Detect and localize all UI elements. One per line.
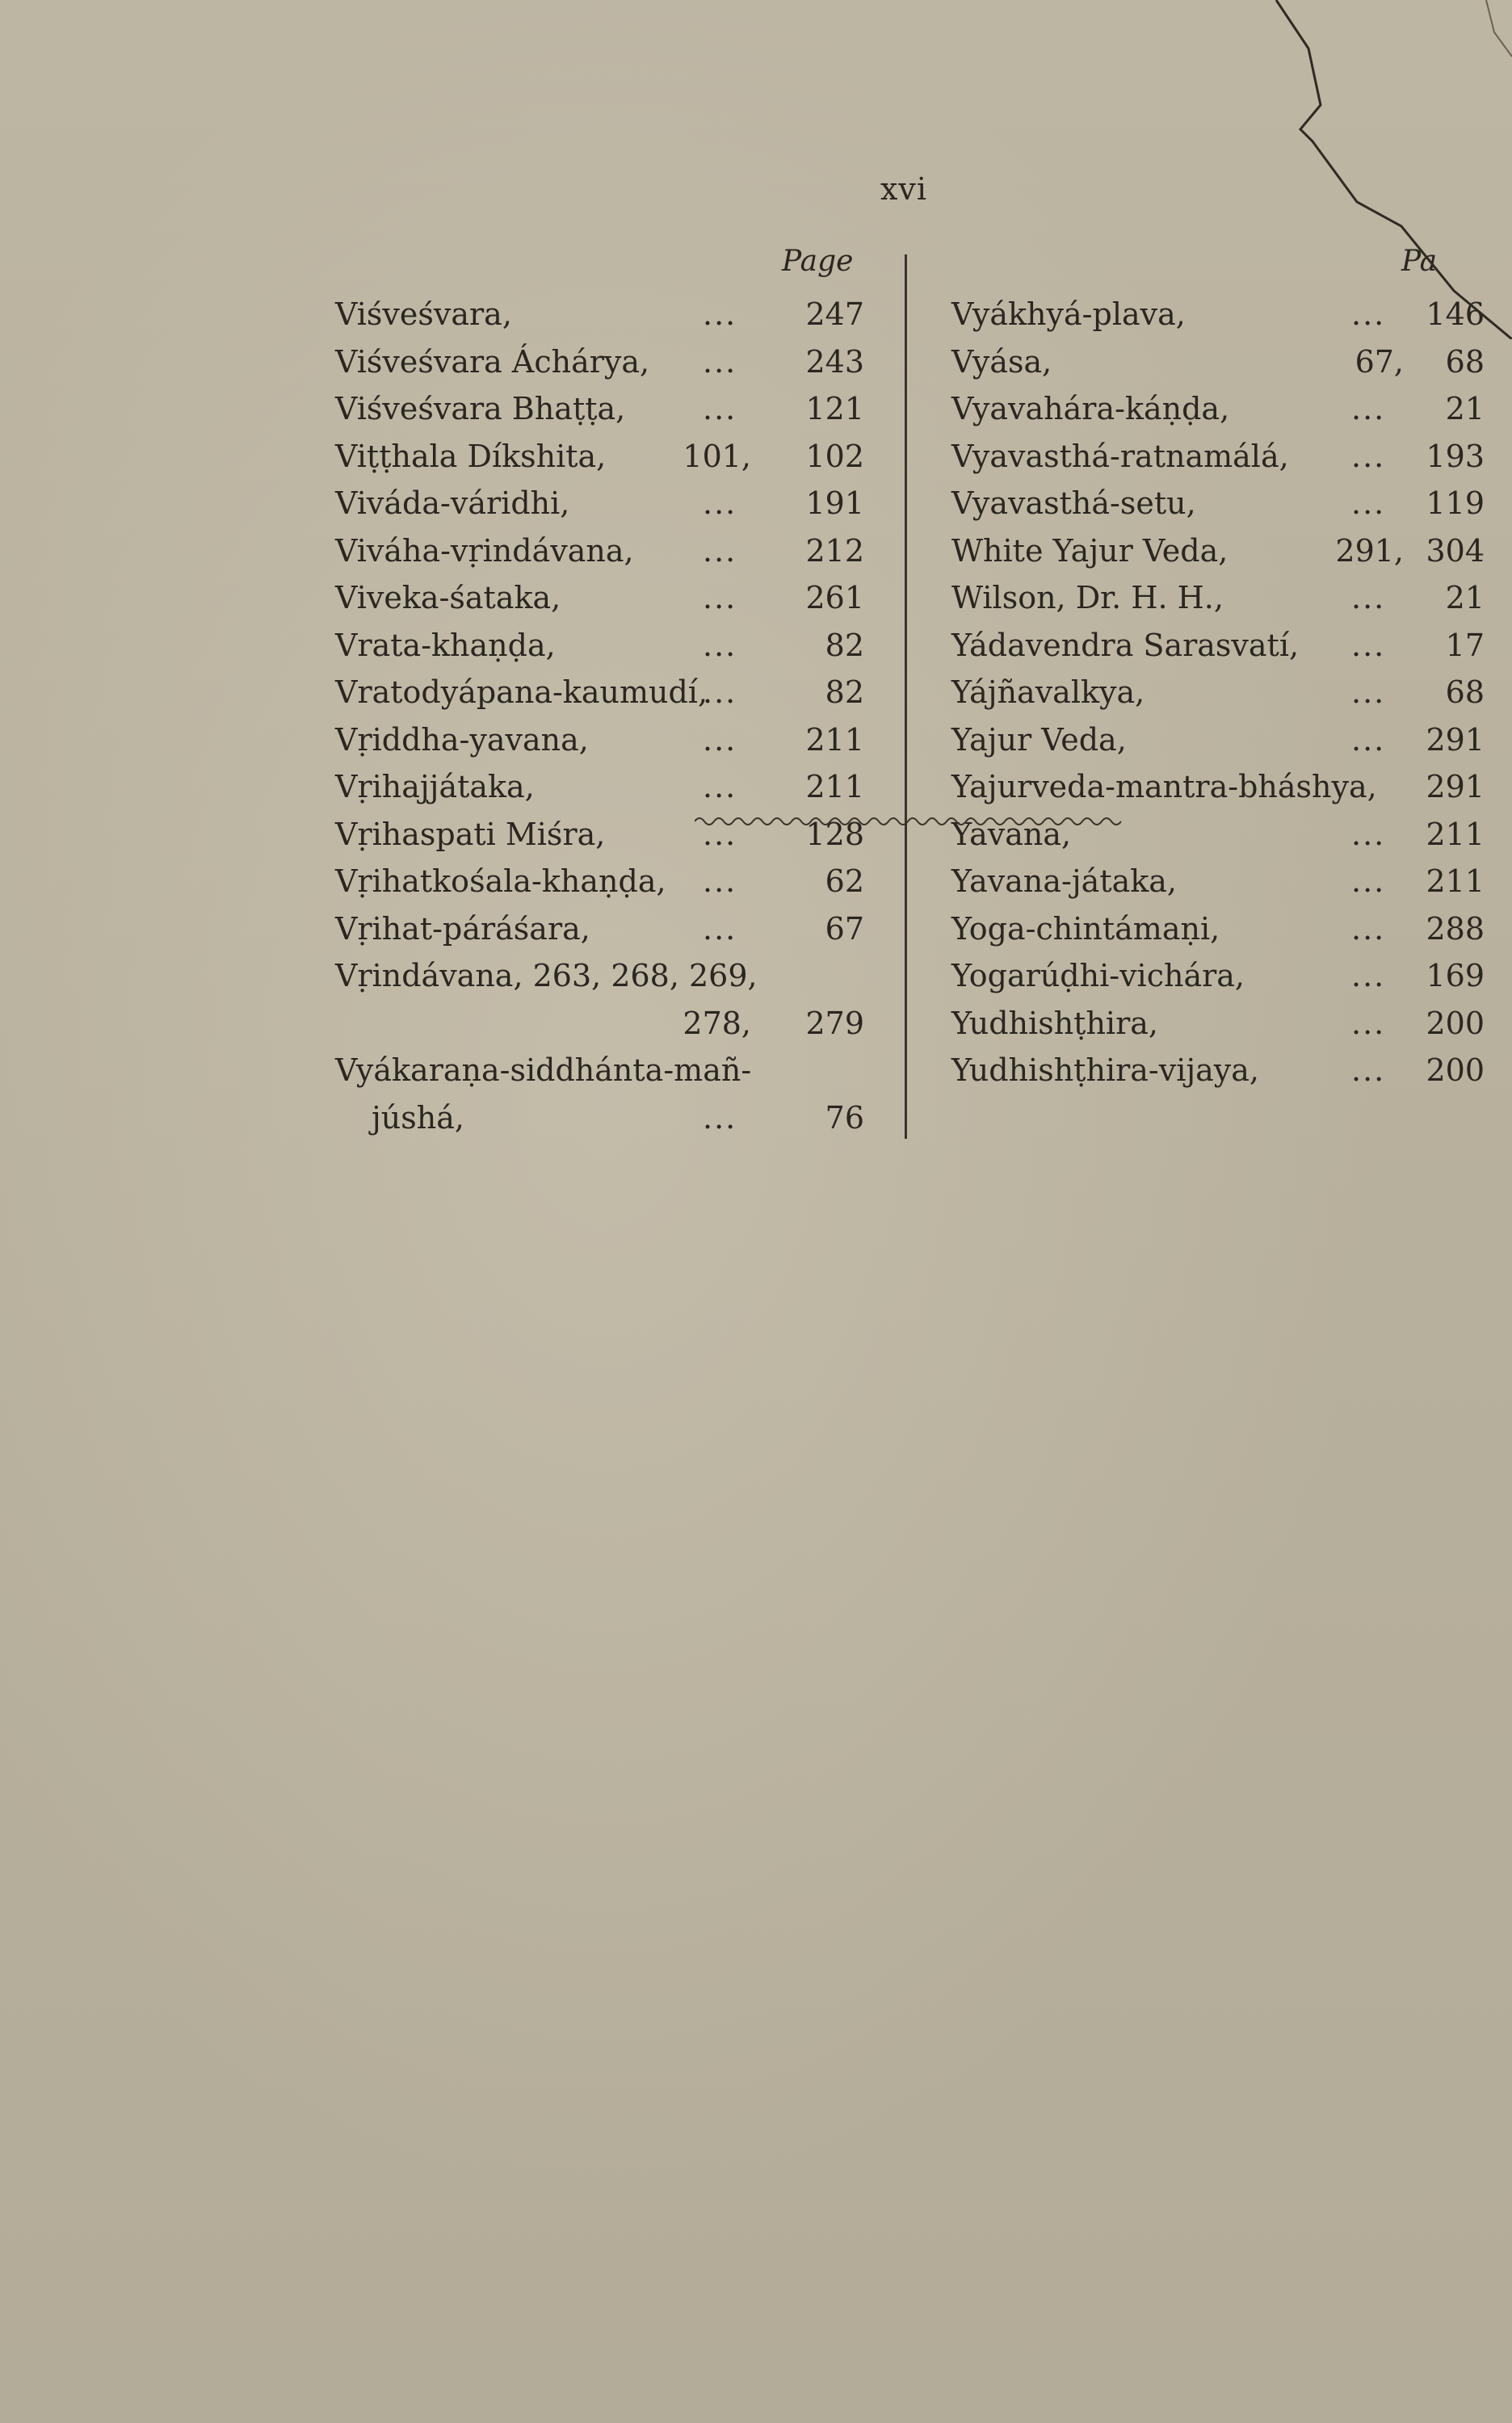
entry-leader-dots: ... — [1351, 721, 1386, 758]
entry-name: Yavana-játaka, — [951, 863, 1178, 899]
entry-name: Yajur Veda, — [951, 721, 1127, 758]
entry-name: Vyavasthá-setu, — [951, 485, 1196, 521]
entry-name: Viśveśvara Áchárya, — [335, 343, 650, 380]
entry-name: White Yajur Veda, — [951, 532, 1228, 569]
entry-page-number: 212 — [805, 532, 864, 569]
entry-leader-dots: ... — [703, 343, 737, 380]
entry-name: Yádavendra Sarasvatí, — [951, 627, 1300, 663]
index-entry — [335, 480, 864, 527]
entry-leader-dots: ... — [1351, 910, 1386, 947]
entry-leader-dots: ... — [703, 627, 737, 663]
entry-name: Yogarúḍhi-vichára, — [951, 958, 1245, 993]
entry-page-number: 17 — [1445, 627, 1485, 663]
entry-name: Vṛihaspati Miśra, — [335, 816, 606, 852]
entry-page-number: 288 — [1426, 910, 1485, 947]
entry-leader-dots: ... — [1351, 485, 1386, 521]
index-entry — [335, 433, 864, 481]
entry-page-number: 200 — [1426, 1052, 1485, 1088]
entry-name: Vyavasthá-ratnamálá, — [951, 438, 1289, 474]
entry-name: Vyavahára-káṇḍa, — [951, 391, 1230, 426]
entry-leader-dots: ... — [1351, 958, 1386, 993]
entry-name: Wilson, Dr. H. H., — [951, 580, 1224, 615]
entry-leader-dots: ... — [703, 769, 737, 804]
entry-name: Vratodyápana-kaumudí, — [335, 674, 708, 710]
entry-name: Vṛihat-páráśara, — [335, 910, 590, 947]
entry-name: Yavana, — [951, 816, 1072, 852]
entry-page-number: 82 — [825, 627, 864, 663]
index-entry — [951, 433, 1485, 481]
entry-leader-dots: ... — [703, 721, 737, 758]
index-entry — [335, 952, 864, 1000]
index-entry — [951, 905, 1485, 953]
entry-extra-page: 67, — [1354, 343, 1404, 380]
entry-page-number: 68 — [1445, 343, 1485, 380]
entry-leader-dots: ... — [703, 532, 737, 569]
index-entry — [951, 669, 1485, 716]
index-column-right — [951, 291, 1485, 1094]
index-entry — [335, 1000, 864, 1048]
entry-name: Yoga-chintámaṇi, — [951, 910, 1220, 947]
entry-page-number: 243 — [805, 343, 864, 380]
entry-name: Viśveśvara Bhaṭṭa, — [335, 391, 626, 426]
entry-name: Viśveśvara, — [335, 296, 512, 332]
index-entry — [951, 952, 1485, 1000]
entry-name: Vyákhyá-plava, — [951, 296, 1186, 332]
entry-page-number: 169 — [1426, 958, 1485, 993]
entry-extra-page: 278, — [682, 1005, 751, 1041]
index-column-left — [335, 291, 864, 1141]
index-entry — [335, 291, 864, 338]
entry-name: Yájñavalkya, — [951, 674, 1145, 710]
entry-page-number: 211 — [1426, 816, 1485, 852]
page-number: xvi — [880, 171, 928, 207]
index-entry — [951, 1000, 1485, 1048]
entry-leader-dots: ... — [1351, 438, 1386, 474]
entry-page-number: 211 — [805, 769, 864, 804]
entry-page-number: 211 — [1426, 863, 1485, 899]
entry-page-number: 67 — [825, 910, 864, 947]
entry-page-number: 279 — [805, 1005, 864, 1041]
index-entry — [335, 905, 864, 953]
entry-page-number: 21 — [1445, 580, 1485, 615]
entry-name: Viváha-vṛindávana, — [335, 532, 634, 569]
entry-name: Vṛindávana, 263, 268, 269, — [335, 958, 758, 993]
index-entry — [951, 622, 1485, 670]
entry-leader-dots: ... — [703, 910, 737, 947]
entry-name: Yudhishṭhira, — [951, 1005, 1158, 1041]
entry-page-number: 21 — [1445, 391, 1485, 426]
entry-page-number: 291 — [1426, 769, 1485, 804]
index-entry — [951, 527, 1485, 575]
entry-name: Vyása, — [951, 343, 1052, 380]
entry-leader-dots: ... — [703, 1099, 737, 1136]
entry-leader-dots: ... — [1351, 627, 1386, 663]
index-entry — [335, 716, 864, 764]
entry-page-number: 121 — [805, 391, 864, 426]
entry-leader-dots: ... — [703, 580, 737, 615]
index-entry — [335, 385, 864, 433]
entry-page-number: 119 — [1426, 485, 1485, 521]
left-column-page-header: Page — [782, 245, 854, 278]
entry-name: júshá, — [372, 1099, 464, 1136]
entry-leader-dots: ... — [703, 296, 737, 332]
entry-leader-dots: ... — [703, 863, 737, 899]
entry-leader-dots: ... — [1351, 580, 1386, 615]
index-entry — [335, 338, 864, 386]
entry-leader-dots: ... — [1351, 674, 1386, 710]
entry-leader-dots: ... — [703, 816, 737, 852]
index-entry — [335, 858, 864, 905]
index-entry — [951, 716, 1485, 764]
entry-page-number: 62 — [825, 863, 864, 899]
entry-page-number: 304 — [1426, 532, 1485, 569]
entry-name: Vṛihatkośala-khaṇḍa, — [335, 863, 666, 899]
entry-name: Vṛiddha-yavana, — [335, 721, 589, 758]
entry-name: Viveka-śataka, — [335, 580, 561, 615]
entry-page-number: 68 — [1445, 674, 1485, 710]
entry-page-number: 82 — [825, 674, 864, 710]
entry-leader-dots: ... — [1351, 1005, 1386, 1041]
torn-corner-decoration — [1244, 0, 1512, 339]
index-entry — [951, 480, 1485, 527]
index-entry — [951, 385, 1485, 433]
index-entry — [335, 1094, 864, 1142]
entry-name: Viṭṭhala Díkshita, — [335, 438, 607, 474]
entry-leader-dots: ... — [703, 674, 737, 710]
index-entry — [951, 763, 1485, 811]
entry-page-number: 261 — [805, 580, 864, 615]
index-entry — [335, 574, 864, 622]
index-entry — [951, 574, 1485, 622]
index-entry — [335, 527, 864, 575]
entry-name: Vyákaraṇa-siddhánta-mañ- — [335, 1052, 752, 1088]
entry-name: Yudhishṭhira-vijaya, — [951, 1052, 1260, 1088]
wavy-ornament-rule — [695, 812, 1123, 828]
entry-page-number: 128 — [805, 816, 864, 852]
index-entry — [951, 858, 1485, 905]
entry-page-number: 200 — [1426, 1005, 1485, 1041]
column-divider — [905, 254, 907, 1139]
entry-extra-page: 291, — [1335, 532, 1404, 569]
entry-leader-dots: ... — [1351, 863, 1386, 899]
index-entry — [335, 763, 864, 811]
entry-name: Viváda-váridhi, — [335, 485, 570, 521]
index-entry — [335, 622, 864, 670]
entry-page-number: 291 — [1426, 721, 1485, 758]
index-entry — [335, 669, 864, 716]
right-column-page-header: Pa — [1401, 245, 1438, 278]
entry-page-number: 211 — [805, 721, 864, 758]
index-entry — [951, 338, 1485, 386]
entry-name: Vṛihajjátaka, — [335, 769, 535, 804]
entry-page-number: 247 — [805, 296, 864, 332]
entry-extra-page: 101, — [682, 438, 751, 474]
entry-name: Yajurveda-mantra-bháshya, — [951, 769, 1377, 804]
entry-leader-dots: ... — [1351, 296, 1386, 332]
entry-leader-dots: ... — [703, 391, 737, 426]
entry-page-number: 193 — [1426, 438, 1485, 474]
entry-page-number: 102 — [805, 438, 864, 474]
entry-leader-dots: ... — [1351, 816, 1386, 852]
index-entry — [335, 1047, 864, 1094]
entry-name: Vrata-khaṇḍa, — [335, 627, 556, 663]
entry-page-number: 191 — [805, 485, 864, 521]
entry-leader-dots: ... — [1351, 1052, 1386, 1088]
index-entry — [951, 1047, 1485, 1094]
entry-leader-dots: ... — [1351, 391, 1386, 426]
entry-page-number: 146 — [1426, 296, 1485, 332]
entry-page-number: 76 — [825, 1099, 864, 1136]
entry-leader-dots: ... — [703, 485, 737, 521]
